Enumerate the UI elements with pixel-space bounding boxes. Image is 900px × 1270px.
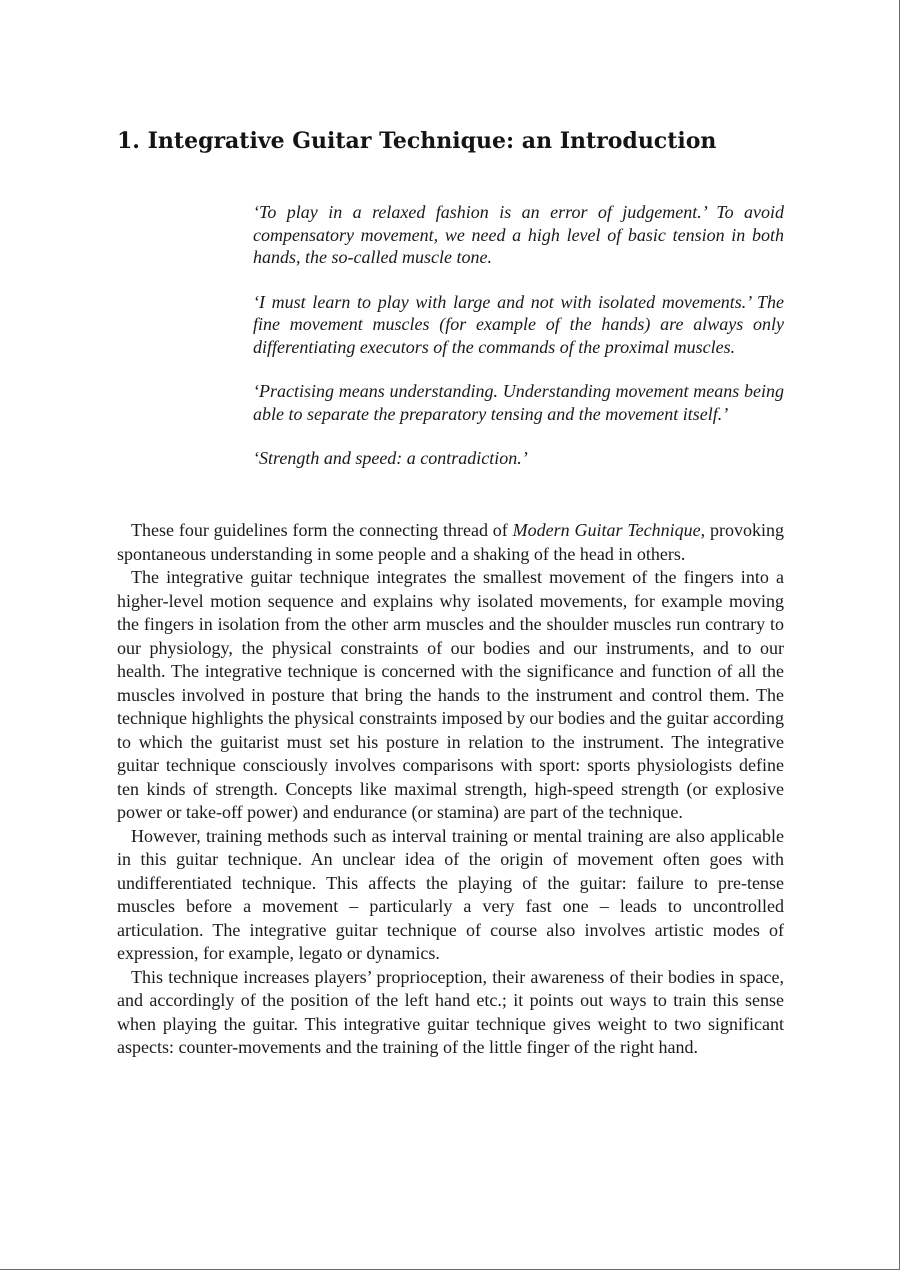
epigraph-large-movements: ‘I must learn to play with large and not with isolated movements.’ The fine movement muscles (for example of the hands) are always only differentiating executors of the commands of the proximal muscles. (253, 291, 784, 357)
paragraph-proprioception: This technique increases players’ proprioception, their awareness of their bodies in space, and accordingly of the position of the left hand etc.; it points out ways to train this sense when playing the guitar. This integrative guitar technique gives weight to two significant aspects: counter-movements and the training of the little finger of the right hand. (117, 966, 784, 1057)
book-title: Modern Guitar Technique (512, 520, 701, 540)
epigraph-relaxed-playing: ‘To play in a relaxed fashion is an error of judgement.’ To avoid compensatory movement, we need a high level of basic tension in both hands, the so-called muscle tone. (253, 202, 784, 267)
paragraph-guidelines-start: These four guidelines form the connecting thread of (131, 520, 513, 540)
chapter-heading: 1. Integrative Guitar Technique: an Introduction (117, 128, 717, 154)
paragraph-guidelines-end: , provoking spontaneous understanding in some people and a shaking of the head in others. (117, 520, 784, 564)
paragraph-integrative-technique: The integrative guitar technique integrates the smallest movement of the fingers into a higher-level motion sequence and explains why isolated movements, for example moving the fingers in isolation from the other arm muscles and the shoulder muscles run contrary to our physiology, the physical constraints of our bodies and our instruments, and to our health. The integrative technique is concerned with the significance and function of all the muscles involved in posture that bring the hands to the instrument and control them. The technique highlights the physical constraints imposed by our bodies and the guitar according to which the guitarist must set his posture in relation to the instrument. The integrative guitar technique consciously involves comparisons with sport: sports physiologists define ten kinds of strength. Concepts like maximal strength, high-speed strength (or explosive power or take-off power) and endurance (or stamina) are part of the technique. (117, 567, 784, 822)
epigraph-strength-speed: ‘Strength and speed: a contradiction.’ (253, 448, 528, 468)
body-text (117, 519, 784, 1060)
epigraph-block (253, 201, 784, 492)
epigraph-practising-understanding: ‘Practising means understanding. Understanding movement means being able to separate the preparatory tensing and the movement itself.’ (253, 381, 784, 424)
paragraph-training-methods: However, training methods such as interval training or mental training are also applicable in this guitar technique. An unclear idea of the origin of movement often goes with undifferentiated technique. This affects the playing of the guitar: failure to pre-tense muscles before a movement – particularly a very fast one – leads to uncontrolled articulation. The integrative guitar technique of course also involves artistic modes of expression, for example, legato or dynamics. (117, 825, 784, 963)
paragraph-guidelines (117, 519, 784, 566)
